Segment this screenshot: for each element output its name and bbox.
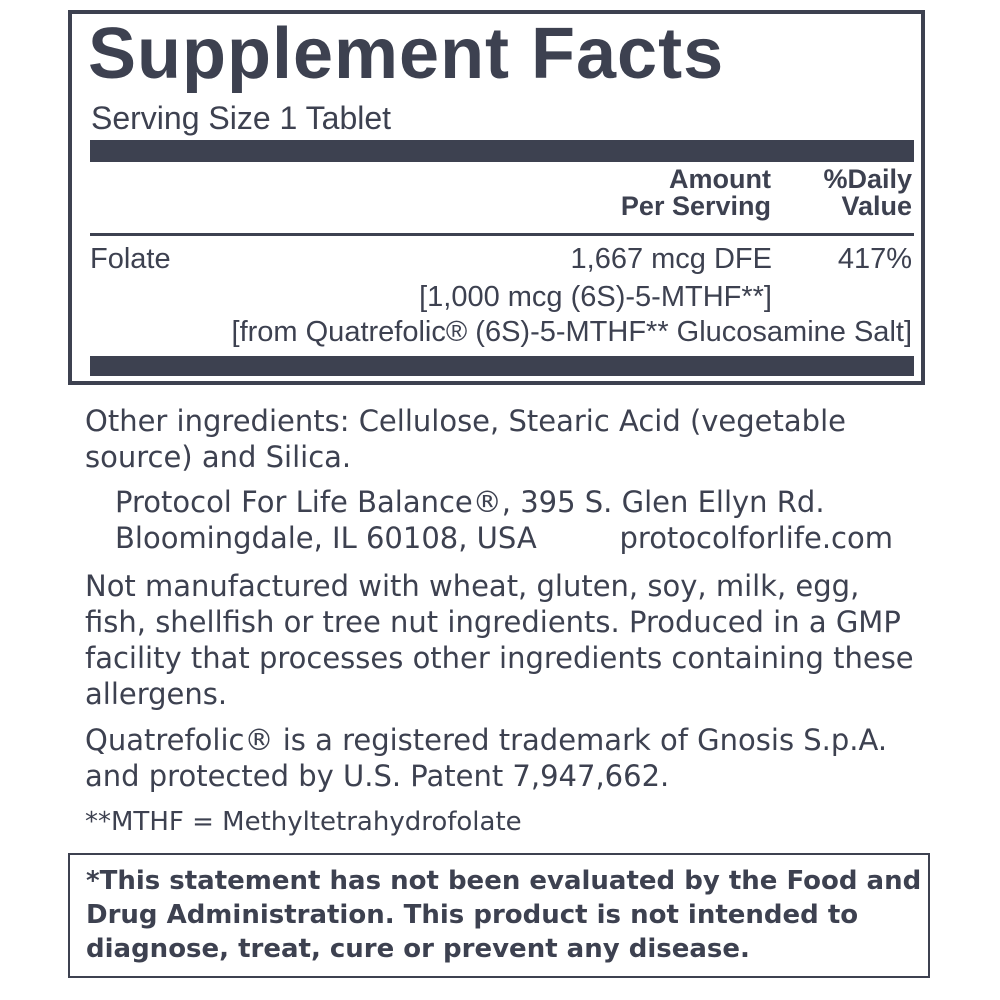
- daily-header-line2: Value: [841, 191, 912, 221]
- amount-header-line2: Per Serving: [620, 191, 771, 221]
- other-ingredients: Other ingredients: Cellulose, Stearic Acid (vegetable source) and Silica.: [85, 404, 846, 474]
- address-line1: Protocol For Life Balance®, 395 S. Glen Ellyn Rd.: [115, 485, 825, 519]
- amount-per-serving-header: [621, 166, 771, 220]
- thick-divider-top: [90, 140, 914, 162]
- website-link[interactable]: protocolforlife.com: [619, 521, 893, 555]
- serving-size: Serving Size 1 Tablet: [91, 100, 392, 136]
- nutrient-daily-value: 417%: [837, 243, 912, 275]
- nutrient-detail-source: [from Quatrefolic® (6S)-5-MTHF** Glucosamine Salt]: [231, 316, 912, 348]
- daily-value-header: [823, 166, 912, 220]
- thick-divider-bottom: [90, 356, 914, 376]
- mthf-footnote: **MTHF = Methyltetrahydrofolate: [85, 807, 522, 837]
- daily-header-line1: %Daily: [823, 164, 912, 194]
- nutrient-name: Folate: [90, 243, 171, 275]
- nutrient-amount: 1,667 mcg DFE: [570, 243, 772, 275]
- nutrient-detail-mthf: [1,000 mcg (6S)-5-MTHF**]: [419, 281, 772, 313]
- thin-divider: [90, 233, 914, 236]
- manufacturer-address: [115, 484, 915, 556]
- panel-title: Supplement Facts: [88, 14, 725, 94]
- amount-header-line1: Amount: [669, 164, 771, 194]
- address-city: Bloomingdale, IL 60108, USA: [115, 521, 537, 555]
- allergen-statement: Not manufactured with wheat, gluten, soy, milk, egg, fish, shellfish or tree nut ingredients. Produced in a GMP facility that processes other ingredients containing these allergens.: [85, 569, 914, 711]
- fda-disclaimer: *This statement has not been evaluated by the Food and Drug Administration. This product is not intended to diagnose, treat, cure or prevent any disease.: [86, 866, 922, 964]
- trademark-statement: Quatrefolic® is a registered trademark of Gnosis S.p.A. and protected by U.S. Patent 7,947,662.: [85, 723, 888, 793]
